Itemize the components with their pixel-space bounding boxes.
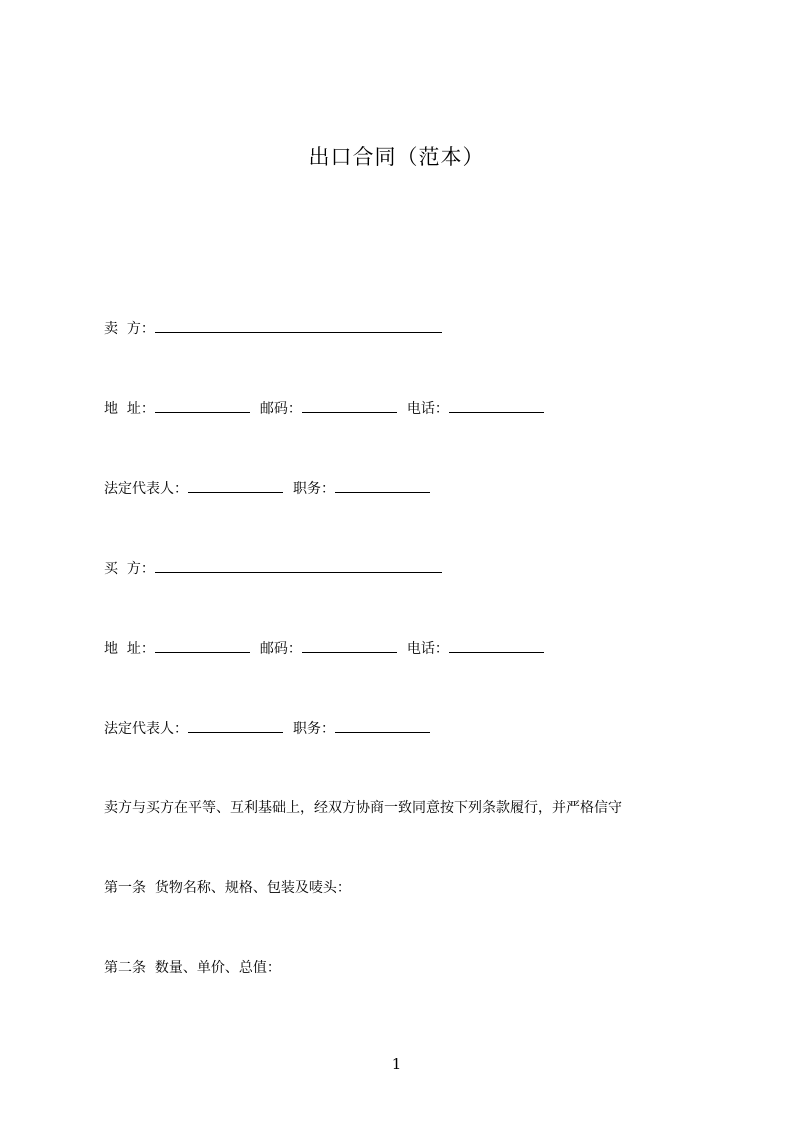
buyer-postcode-label: 邮码： (259, 641, 302, 657)
preamble-text: 卖方与买方在平等、互利基础上，经双方协商一致同意按下列条款履行，并严格信守 (104, 800, 622, 816)
seller-blank[interactable] (155, 318, 442, 333)
clause-1-heading: 第一条 货物名称、规格、包装及唛头： (104, 880, 351, 896)
seller-label: 卖 方： (104, 321, 155, 337)
seller-address-blank[interactable] (155, 398, 250, 413)
buyer-blank[interactable] (155, 558, 442, 573)
buyer-postcode-blank[interactable] (302, 638, 397, 653)
seller-phone-blank[interactable] (449, 398, 544, 413)
buyer-position-blank[interactable] (335, 718, 430, 733)
seller-position-label: 职务： (293, 481, 335, 497)
seller-postcode-blank[interactable] (302, 398, 397, 413)
buyer-rep-blank[interactable] (188, 718, 283, 733)
page-number: 1 (391, 1055, 402, 1073)
buyer-position-label: 职务： (293, 721, 335, 737)
buyer-address-blank[interactable] (155, 638, 250, 653)
buyer-label: 买 方： (104, 561, 155, 577)
seller-position-blank[interactable] (335, 478, 430, 493)
buyer-phone-blank[interactable] (449, 638, 544, 653)
seller-address-line (104, 398, 544, 419)
buyer-rep-line (104, 718, 430, 739)
document-title: 出口合同（范本） (308, 145, 485, 169)
clause-2-heading: 第二条 数量、单价、总值： (104, 960, 281, 976)
seller-postcode-label: 邮码： (259, 401, 302, 417)
buyer-address-label: 地 址： (104, 641, 155, 657)
buyer-phone-label: 电话： (406, 641, 449, 657)
seller-address-label: 地 址： (104, 401, 155, 417)
seller-rep-label: 法定代表人： (104, 481, 188, 497)
buyer-line (104, 558, 442, 579)
seller-phone-label: 电话： (406, 401, 449, 417)
buyer-rep-label: 法定代表人： (104, 721, 188, 737)
seller-rep-blank[interactable] (188, 478, 283, 493)
seller-line (104, 318, 442, 339)
buyer-address-line (104, 638, 544, 659)
seller-rep-line (104, 478, 430, 499)
